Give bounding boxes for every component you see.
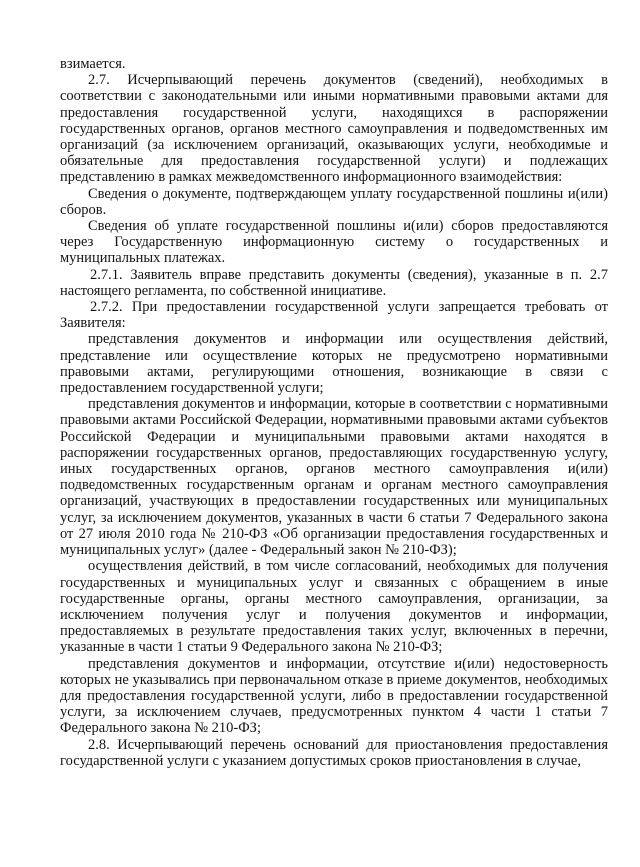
document-page [60, 56, 608, 769]
paragraph-2-7-2: 2.7.2. При предоставлении государственной услуги запрещается требовать от Заявителя: [60, 299, 608, 332]
paragraph-prohibition-3: осуществления действий, в том числе согласований, необходимых для получения государственных и муниципальных услуг и связанных с обращением в иные государственные органы, органы местного самоуправления, организации, за исключением получения услуг и получения документов и информации, предоставляемых в результате предоставления таких услуг, включенных в перечни, указанные в части 1 статьи 9 Федерального закона № 210-ФЗ; [60, 558, 608, 656]
paragraph-fee-document: Сведения о документе, подтверждающем уплату государственной пошлины и(или) сборов. [60, 185, 608, 218]
paragraph-2-8: 2.8. Исчерпывающий перечень оснований для приостановления предоставления государственной услуги с указанием допустимых сроков приостановления в случае, [60, 736, 608, 769]
paragraph-2-7-1: 2.7.1. Заявитель вправе представить документы (сведения), указанные в п. 2.7 настоящего регламента, по собственной инициативе. [60, 266, 608, 299]
paragraph-prohibition-1: представления документов и информации или осуществления действий, представление или осуществление которых не предусмотрено нормативными правовыми актами, регулирующими отношения, возникающие в связи с предоставлением государственной услуги; [60, 331, 608, 397]
paragraph-prohibition-2: представления документов и информации, которые в соответствии с нормативными правовыми актами Российской Федерации, нормативными правовыми актами субъектов Российской Федерации и муниципальными правовыми актами находятся в распоряжении государственных органов, предоставляющих государственную услугу, иных государственных органов, органов местного самоуправления и(или) подведомственных государственным органам и органам местного самоуправления организаций, участвующих в предоставлении государственных или муниципальных услуг, за исключением документов, указанных в части 6 статьи 7 Федерального закона от 27 июля 2010 года № 210-ФЗ «Об организации предоставления государственных и муниципальных услуг» (далее - Федеральный закон № 210-ФЗ); [60, 396, 608, 559]
paragraph-2-7: 2.7. Исчерпывающий перечень документов (сведений), необходимых в соответствии с законодательными или иными нормативными правовыми актами для предоставления государственной услуги, находящихся в распоряжении государственных органов, органов местного самоуправления и подведомственных им организаций (за исключением организаций, оказывающих услуги, необходимые и обязательные для предоставления государственной услуги) и подлежащих представлению в рамках межведомственного информационного взаимодействия: [60, 72, 608, 186]
paragraph-fee-payment-info: Сведения об уплате государственной пошлины и(или) сборов предоставляются через Государственную информационную систему о государственных и муниципальных платежах. [60, 218, 608, 267]
paragraph-prohibition-4: представления документов и информации, отсутствие и(или) недостоверность которых не указывались при первоначальном отказе в приеме документов, необходимых для предоставления государственной услуги, либо в предоставлении государственной услуги, за исключением случаев, предусмотренных пунктом 4 части 1 статьи 7 Федерального закона № 210-ФЗ; [60, 655, 608, 737]
paragraph-continuation: взимается. [60, 56, 126, 72]
